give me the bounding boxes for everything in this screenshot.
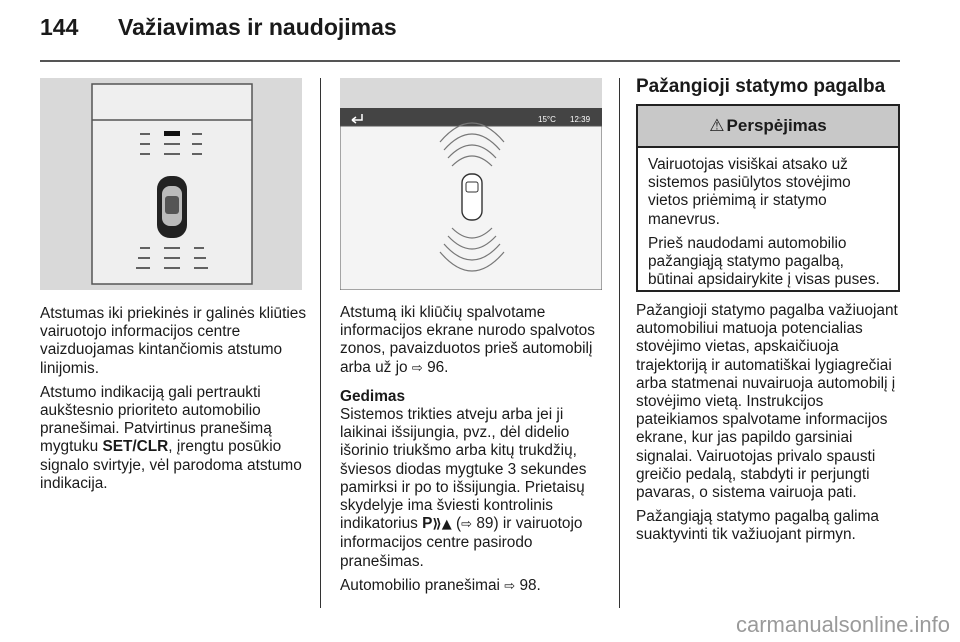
- column-1-text: [40, 305, 312, 499]
- column-2-text: [340, 304, 608, 602]
- colour-zones-ref: 96.: [427, 358, 449, 376]
- fault-ref-text: 89) ir vairuotojo informacijos centre pasirodo pranešimas.: [340, 515, 583, 570]
- fault-heading: Gedimas: [340, 387, 406, 405]
- colour-zones-paragraph: [340, 304, 608, 378]
- page-reference-icon: ⇨: [461, 517, 473, 533]
- indication-text-b: , įrengtu posūkio signalo svirtyje, vėl parodoma atstumo indikacija.: [40, 438, 302, 492]
- screen-temperature: 15°C: [538, 115, 556, 124]
- colour-zones-text: Atstumą iki kliūčių spalvotame informacijos ekrane nurodo spalvotos zonos, pavaizduotos prieš automobilį arba už jo: [340, 304, 595, 376]
- distance-display-graphic: [40, 78, 302, 290]
- screen-clock: 12:39: [570, 115, 591, 124]
- parking-display-graphic: [340, 78, 602, 290]
- indication-paragraph: [40, 384, 312, 493]
- column-3-text: [636, 302, 902, 551]
- warning-header: [638, 106, 898, 148]
- warning-box: [636, 104, 900, 292]
- watermark: carmanualsonline.info: [735, 612, 950, 637]
- park-assist-paragraph: Pažangioji statymo pagalba važiuojant automobiliui matuoja potencialias stovėjimo vietas, apskaičiuoja trajektoriją ir automatiškai lygiagrečiai arba statmenai nuvairuoja automobilį į stovėjimo vietą. Instrukcijos pateikiamos spalvotame informacijos ekrane, kur jas papildo garsiniai signalai. Vairuotojas privalo spausti greičio pedalą, stabdyti ir perjungti pavaras, o sistema vairuoja pati.: [636, 302, 898, 502]
- column-divider-1: [320, 78, 321, 608]
- vehicle-messages-text: Automobilio pranešimai: [340, 576, 505, 594]
- warning-body: [638, 148, 898, 289]
- page-reference-icon: ⇨: [411, 360, 423, 376]
- column-divider-2: [619, 78, 620, 608]
- page-number: 144: [40, 14, 79, 40]
- page-reference-icon: ⇨: [504, 578, 516, 594]
- vehicle-messages-paragraph: [340, 577, 608, 596]
- driver-info-centre-illustration: [40, 78, 302, 290]
- park-assist-indicator-icon: P⟫▲: [422, 515, 452, 533]
- set-clr-label: SET/CLR: [102, 438, 169, 456]
- vehicle-messages-ref: 98.: [519, 576, 541, 594]
- colour-info-display-illustration: [340, 78, 602, 290]
- header-rule: [40, 60, 900, 62]
- fault-text: Sistemos trikties atveju arba jei ji laikinai išsijungia, pvz., dėl didelio išorinio triukšmo arba kitų trukdžių, šviesos diodas mygtuke 3 sekundes pamirksi ir po to išsijungia. Prietaisų skydelyje ima šviesti kontrolinis indikatorius: [340, 406, 587, 533]
- warning-title: Perspėjimas: [726, 116, 827, 135]
- indication-text-a: Atstumo indikaciją gali pertraukti aukštesnio prioriteto automobilio pranešimai. Patvirtinus pranešimą mygtuku: [40, 383, 272, 456]
- warning-paragraph-1: Vairuotojas visiškai atsako už sistemos pasiūlytos stovėjimo vietos priėmimą ir statymo manevrus.: [648, 156, 851, 228]
- warning-triangle-icon: ⚠: [709, 116, 725, 136]
- distance-paragraph: Atstumas iki priekinės ir galinės kliūties vairuotojo informacijos centre vaizduojamas kintančiomis atstumo linijomis.: [40, 305, 307, 377]
- activation-paragraph: Pažangiąją statymo pagalbą galima suaktyvinti tik važiuojant pirmyn.: [636, 508, 879, 544]
- fault-paragraph: [340, 406, 608, 571]
- warning-paragraph-2: Prieš naudodami automobilio pažangiąją statymo pagalbą, būtinai apsidairykite į visas puses.: [648, 234, 880, 289]
- fault-ref-open: (: [451, 515, 462, 533]
- section-heading: Pažangioji statymo pagalba: [636, 76, 886, 97]
- page-title: Važiavimas ir naudojimas: [118, 14, 397, 40]
